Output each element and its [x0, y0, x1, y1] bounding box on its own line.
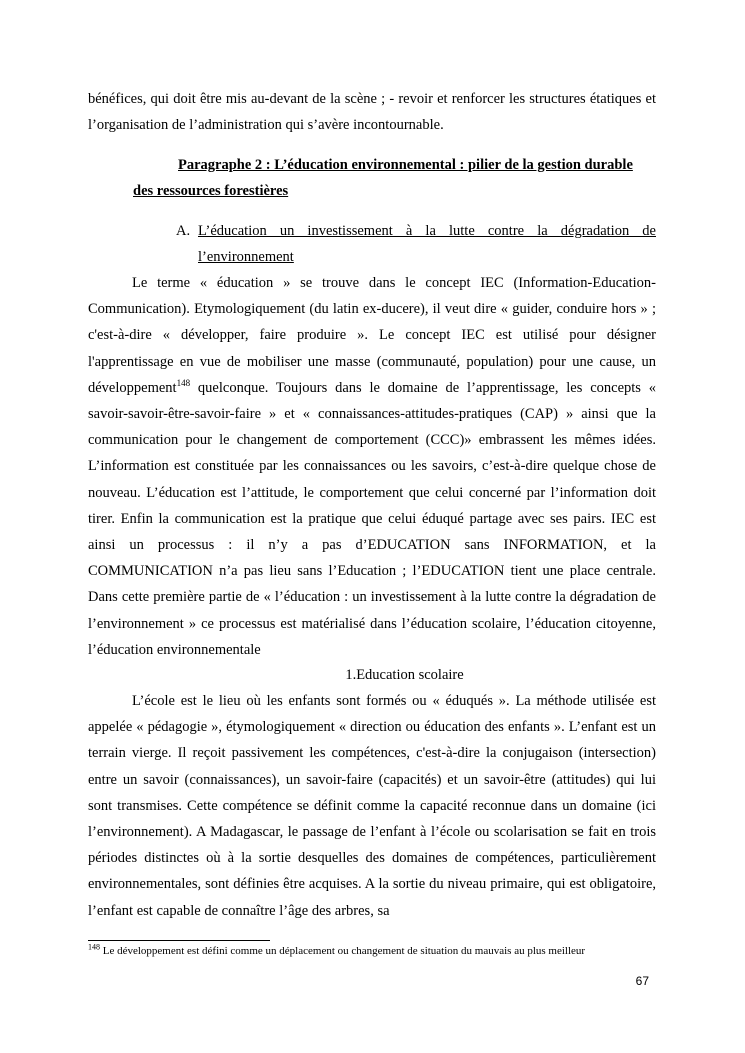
footnote-number: 148	[88, 942, 100, 952]
sub-heading-text: 1.Education scolaire	[345, 667, 464, 683]
section-a-heading	[88, 218, 656, 270]
footnote-text: Le développement est défini comme un déplacement ou changement de situation du mauvais au plus meilleur	[100, 945, 586, 957]
paragraph-heading-line2: des ressources forestières	[133, 183, 289, 200]
footnote	[88, 942, 678, 960]
body-text-part2: quelconque. Toujours dans le domaine de l’apprentissage, les concepts « savoir-savoir-être-savoir-faire » et « connaissances-attitudes-pratiques (CAP) » ainsi que la communication pour le changement de comportement (CCC)» embrassent les mêmes idées. L’information est constituée par les connaissances ou les savoirs, c’est-à-dire quelque chose de nouveau. L’éducation est l’attitude, le comportement que celui concerné par l’information doit tirer. Enfin la communication est la pratique que celui éduqué partage avec ses pairs. IEC est ainsi un processus : il n’y a pas d’EDUCATION sans INFORMATION, et la COMMUNICATION n’a pas lieu sans l’Education ; l’EDUCATION tient une place centrale. Dans cette première partie de « l’éducation : un investissement à la lutte contre la dégradation de l’environnement » ce processus est matérialisé dans l’éducation scolaire, l’éducation citoyenne, l’éducation environnementale	[88, 379, 656, 658]
body-text-part1: Le terme « éducation » se trouve dans le concept IEC (Information-Education-Communication). Etymologiquement (du latin ex-ducere), il veut dire « guider, conduire hors » ; c'est-à-dire « développer, faire produire ». Le concept IEC est utilisé pour désigner l'apprentissage en vue de mobiliser une masse (communauté, population) pour une cause, un développement	[88, 275, 656, 396]
sub-heading	[0, 662, 745, 688]
body-paragraph-iec	[88, 270, 656, 663]
page-number: 67	[635, 974, 649, 988]
continued-paragraph: bénéfices, qui doit être mis au-devant de la scène ; - revoir et renforcer les structures étatiques et l’organisation de l’administration qui s’avère incontournable.	[88, 91, 656, 134]
section-a-title: L’éducation un investissement à la lutte contre la dégradation de l’environnement	[198, 223, 656, 266]
footnote-reference[interactable]: 148	[176, 377, 191, 388]
body-paragraph-ecole: L’école est le lieu où les enfants sont formés ou « éduqués ». La méthode utilisée est appelée « pédagogie », étymologiquement « direction ou éducation des enfants ». L’enfant est un terrain vierge. Il reçoit passivement les compétences, c'est-à-dire la conjugaison (intersection) entre un savoir (connaissances), un savoir-faire (capacités) et un savoir-être (attitudes) qui lui sont transmises. Cette compétence se définit comme la capacité reconnue dans un domaine (ici l’environnement). A Madagascar, le passage de l’enfant à l’école ou scolarisation se fait en trois périodes distinctes où à la sortie desquelles des domaines de compétences, particulièrement environnementales, sont définies être acquises. A la sortie du niveau primaire, qui est obligatoire, l’enfant est capable de connaître l’âge des arbres, sa	[88, 693, 656, 919]
footnote-separator	[88, 940, 270, 941]
section-a-marker: A.	[176, 223, 191, 239]
paragraph-heading	[88, 152, 656, 204]
paragraph-heading-line1: Paragraphe 2 : L’éducation environnemental : pilier de la gestion durable	[178, 157, 633, 173]
